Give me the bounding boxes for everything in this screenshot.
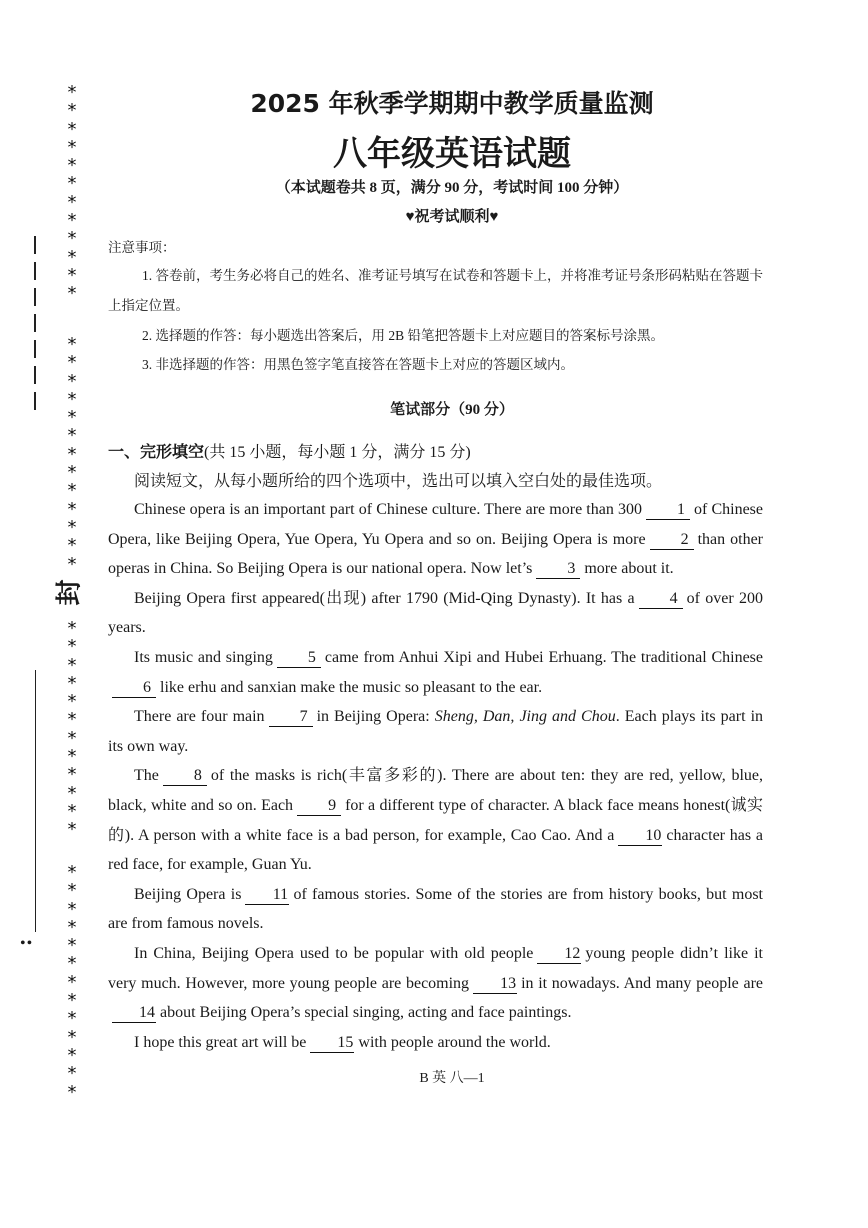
text-run: than other operas in China. So Beijing Opera is our national opera. Now let’s [108,530,764,578]
text-run: . Each plays its part in its own way. [108,708,764,755]
blank-12: 12 [537,945,581,964]
star-column-top: * * * * * * * * * * * * [67,82,77,305]
cloze-passage [108,495,763,1057]
paragraph [108,584,763,643]
exam-subject-title: 八年级英语试题 [333,134,571,174]
text-run: of Chinese Opera, like Beijing Opera, Yue Opera, Yu Opera and so on. Beijing Opera is more [108,501,764,548]
blank-13: 13 [473,975,517,994]
text-run: in Beijing Opera: [316,708,430,726]
blank-15: 15 [310,1034,354,1053]
blank-14: 14 [112,1004,156,1023]
binding-line [35,670,36,932]
blank-6: 6 [112,679,156,698]
blank-10: 10 [618,827,662,846]
note-text: 2. 选择题的作答：每小题选出答案后，用 2B 铅笔把答题卡上对应题目的答案标号涂黑。 [142,328,665,343]
text-run: of famous stories. Some of the stories are from history books, but most are from famous novels. [108,885,763,933]
blank-5: 5 [277,649,321,668]
blank-7: 7 [269,708,313,727]
text-run: Chinese opera is an important part of Chinese culture. There are more than 300 [134,501,642,518]
text-run: more about it. [584,560,674,578]
exam-title: 2025 年秋季学期期中教学质量监测 [250,89,654,118]
text-run: like erhu and sanxian make the music so pleasant to the ear. [160,678,543,696]
page-footer: B 英 八—1 [419,1071,485,1086]
star-column-bottom: * * * * * * * * * * * * * [67,862,77,1103]
paragraph [108,702,763,761]
paragraph [108,495,763,584]
part-meta: (共 15 小题，每小题 1 分，满分 15 分) [204,444,471,461]
note-item-1 [108,261,768,321]
notes-title: 注意事项： [108,240,176,255]
paragraph [108,643,763,702]
good-luck-line: ♥祝考试顺利♥ [405,209,499,225]
note-text: 3. 非选择题的作答：用黑色签字笔直接答在答题卡上对应的答题区域内。 [142,357,574,372]
text-run: character has a red face, for example, Guan Yu. [108,826,763,874]
text-run: in it nowadays. And many people are [521,974,764,992]
exam-info: （本试题卷共 8 页，满分 90 分，考试时间 100 分钟） [275,180,629,196]
text-run: of over 200 years. [108,589,763,637]
blank-3: 3 [536,560,580,579]
text-run: young people didn’t like it very much. However, more young people are becoming [108,944,763,992]
paragraph [108,1028,763,1058]
blank-4: 4 [639,590,683,609]
binding-mark [30,340,36,358]
role-names: Sheng, Dan, Jing and Chou [434,708,616,726]
binding-mark [30,236,36,254]
binding-mark [30,262,36,280]
binding-dots: •• [20,935,34,952]
text-run: Beijing Opera is [134,885,242,903]
part-name: 完形填空 [140,442,205,461]
star-column-middle: * * * * * * * * * * * * * [67,334,77,575]
blank-9: 9 [297,797,341,816]
text-run: The [134,767,159,785]
blank-2: 2 [650,531,694,550]
text-run: for a different type of character. A black face means honest(诚实的). A person with a white face is a bad person, for example, Cao Cao. And a [108,796,763,844]
text-run: with people around the world. [358,1033,551,1051]
text-run: Its music and singing [134,648,273,666]
binding-mark [30,366,36,384]
text-run: I hope this great art will be [134,1033,307,1051]
note-text: 1. 答卷前，考生务必将自己的姓名、准考证号填写在试卷和答题卡上，并将准考证号条形码粘贴在答题卡上指定位置。 [108,268,763,313]
text-run: about Beijing Opera’s special singing, acting and face paintings. [160,1004,572,1022]
paragraph [108,761,763,879]
blank-1: 1 [646,501,690,520]
seal-label: 封 [54,579,84,606]
blank-11: 11 [245,886,289,905]
section-title: 笔试部分（90 分） [390,402,514,418]
text-run: There are four main [134,708,265,726]
paragraph [108,880,763,939]
text-run: Beijing Opera first appeared(出现) after 1790 (Mid-Qing Dynasty). It has a [134,589,635,607]
star-column-lower: * * * * * * * * * * * * [67,618,77,841]
note-item-2 [108,321,768,351]
note-item-3 [108,350,768,380]
paragraph [108,939,763,1028]
part-instruction: 阅读短文，从每小题所给的四个选项中，选出可以填入空白处的最佳选项。 [134,473,663,490]
text-run: came from Anhui Xipi and Hubei Erhuang. The traditional Chinese [324,648,763,666]
text-run: of the masks is rich(丰富多彩的). There are about ten: they are red, yellow, blue, black, white and so on. Each [108,767,763,814]
text-run: In China, Beijing Opera used to be popular with old people [134,944,534,962]
part-title [108,439,471,462]
binding-mark [30,314,36,332]
binding-mark [30,288,36,306]
part-number: 一、 [108,442,141,461]
blank-8: 8 [163,767,207,786]
